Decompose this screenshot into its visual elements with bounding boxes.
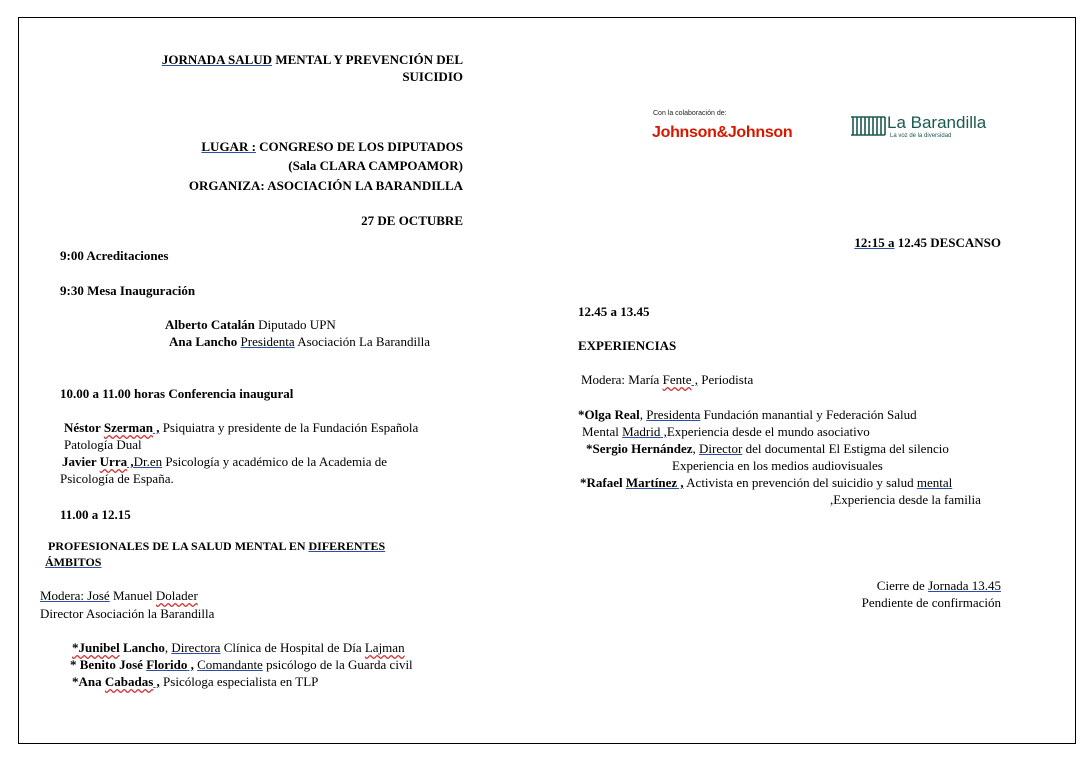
descanso-time: 12.45 — [894, 235, 931, 250]
profesionales-title-b: DIFERENTES — [308, 539, 386, 553]
speaker-description: Psicología y académico de la Academia de — [162, 454, 388, 469]
speaker-name: *Olga Real — [578, 407, 640, 422]
speaker-role-underlined: mental — [916, 475, 953, 490]
separator: , — [639, 407, 647, 422]
profesionales-title — [48, 538, 385, 555]
line-prefix: Mental — [582, 424, 623, 439]
speaker-role: Fundación manantial y Federación Salud — [700, 407, 917, 422]
johnson-johnson-logo: Johnson&Johnson — [652, 124, 793, 141]
participant-name: Ana Lancho — [169, 334, 238, 349]
venue-label: LUGAR : — [201, 139, 256, 154]
modera-name-last: Dolader — [155, 588, 198, 603]
date-line: 27 DE OCTUBRE — [361, 213, 463, 228]
cierre-time: 13.45 — [968, 578, 1001, 593]
speaker-role: Activista en prevención del suicidio y salud — [683, 475, 917, 490]
room-line: (Sala CLARA CAMPOAMOR) — [288, 158, 463, 173]
participant-role: Diputado UPN — [254, 317, 336, 332]
profesionales-title-c: ÁMBITOS — [45, 555, 102, 569]
modera-role: Director Asociación la Barandilla — [40, 606, 215, 621]
speaker-title: Dr.en — [133, 454, 163, 469]
mesa-participant-2 — [169, 333, 430, 350]
panelist-lancho — [72, 639, 405, 656]
speaker-name: Néstor — [64, 420, 104, 435]
document-title-line-1 — [162, 51, 463, 68]
line-experience: Experiencia desde el mundo asociativo — [666, 424, 870, 439]
panelist-comma: , — [187, 657, 194, 672]
speaker-role-underlined: Presidenta — [646, 407, 701, 422]
speaker-szerman — [64, 419, 418, 436]
descanso-time-underlined: 12:15 a — [854, 235, 895, 250]
speaker-name: *Sergio Hernández — [586, 441, 693, 456]
separator: , — [164, 640, 172, 655]
speaker-name: *Rafael — [580, 475, 626, 490]
speaker-sergio-hernandez-line-2: Experiencia en los medios audiovisuales — [672, 458, 883, 473]
panelist-role: psicólogo de la Guarda civil — [262, 657, 413, 672]
modera-label: Modera: — [40, 588, 85, 603]
panelist-cabadas — [72, 673, 318, 690]
panelist-surname: Cabadas — [104, 674, 154, 689]
pendiente-line: Pendiente de confirmación — [861, 595, 1001, 610]
modera-role: Periodista — [697, 372, 754, 387]
agenda-mesa-inauguracion: 9:30 Mesa Inauguración — [60, 283, 196, 298]
organizer-line: ORGANIZA: ASOCIACIÓN LA BARANDILLA — [188, 178, 463, 193]
experiencias-modera — [581, 371, 753, 388]
profesionales-title-line-2 — [45, 554, 101, 571]
line-comma: , — [830, 492, 834, 507]
panelist-surname: Florido — [146, 657, 188, 672]
line-city: Madrid — [622, 424, 661, 439]
speaker-comma: , — [127, 454, 134, 469]
speaker-urra-line-2: Psicología de España. — [60, 471, 174, 486]
venue-line — [201, 138, 463, 155]
cierre-prefix: Cierre de — [876, 578, 929, 593]
speaker-role: del documental El Estigma del silencio — [742, 441, 949, 456]
speaker-description: Psiquiatra y presidente de la Fundación Española — [159, 420, 419, 435]
panelist-comma: , — [153, 674, 160, 689]
panelist-role-underlined: Comandante — [197, 657, 263, 672]
title-underlined-part: JORNADA SALUD — [161, 52, 273, 67]
speaker-comma: , — [152, 420, 160, 435]
participant-name: Alberto Catalán — [165, 317, 255, 332]
barandilla-tagline: La voz de la diversidad — [890, 133, 952, 139]
panelist-role: Clínica de Hospital de Día — [220, 640, 365, 655]
speaker-surname: Szerman — [103, 420, 153, 435]
speaker-szerman-line-2: Patología Dual — [64, 437, 142, 452]
profesionales-title-a: PROFESIONALES DE LA SALUD MENTAL EN — [48, 539, 309, 553]
jj-caption: Con la colaboración de: — [653, 110, 727, 117]
panelist-surname: Lancho — [119, 640, 165, 655]
agenda-acreditaciones: 9:00 Acreditaciones — [60, 248, 169, 263]
modera-surname: Fente — [662, 372, 692, 387]
modera-prefix: Modera: María — [581, 372, 663, 387]
speaker-surname: Martínez — [625, 475, 678, 490]
barandilla-name: La Barandilla — [887, 113, 987, 132]
panelist-role-underlined: Directora — [171, 640, 221, 655]
panelist-name: *Ana — [72, 674, 105, 689]
line-comma: , — [660, 424, 667, 439]
agenda-conferencia: 10.00 a 11.00 horas Conferencia inaugural — [60, 386, 294, 401]
document-title-line-2: SUICIDIO — [402, 69, 463, 84]
speaker-olga-real-line-2 — [582, 423, 870, 440]
panelist-name: * Benito José — [70, 657, 147, 672]
cierre-line — [877, 577, 1001, 594]
mesa-participant-1 — [165, 316, 336, 333]
participant-role-underlined: Presidenta — [240, 334, 295, 349]
experiencias-title: EXPERIENCIAS — [578, 338, 677, 353]
modera-name-mid: Manuel — [109, 588, 156, 603]
descanso-line — [854, 234, 1001, 251]
speaker-rafael-martinez-line-2 — [830, 491, 981, 508]
cierre-jornada: Jornada — [928, 578, 969, 593]
panelist-florido — [70, 656, 413, 673]
venue-value: CONGRESO DE LOS DIPUTADOS — [255, 139, 463, 154]
speaker-surname: Urra — [99, 454, 128, 469]
speaker-role-underlined: Director — [699, 441, 743, 456]
speaker-comma: , — [677, 475, 684, 490]
line-experience: Experiencia desde la familia — [833, 492, 981, 507]
speaker-urra — [62, 453, 387, 470]
descanso-label: DESCANSO — [930, 235, 1001, 250]
barandilla-railing-icon — [850, 114, 886, 136]
modera-line — [40, 587, 198, 604]
agenda-bloque-2-time: 11.00 a 12.15 — [60, 507, 131, 522]
title-rest: MENTAL Y PREVENCIÓN DEL — [272, 52, 463, 67]
speaker-sergio-hernandez — [586, 440, 949, 457]
modera-comma: , — [691, 372, 698, 387]
speaker-olga-real — [578, 406, 917, 423]
modera-name-first: José — [87, 588, 110, 603]
panelist-role-squiggle: Lajman — [364, 640, 405, 655]
separator: , — [692, 441, 700, 456]
panelist-role: Psicóloga especialista en TLP — [159, 674, 319, 689]
speaker-name: Javier — [62, 454, 100, 469]
agenda-bloque-3-time: 12.45 a 13.45 — [578, 304, 650, 319]
participant-role: Asociación La Barandilla — [294, 334, 431, 349]
panelist-first-name: *Junibel — [72, 640, 120, 655]
speaker-rafael-martinez — [580, 474, 952, 491]
